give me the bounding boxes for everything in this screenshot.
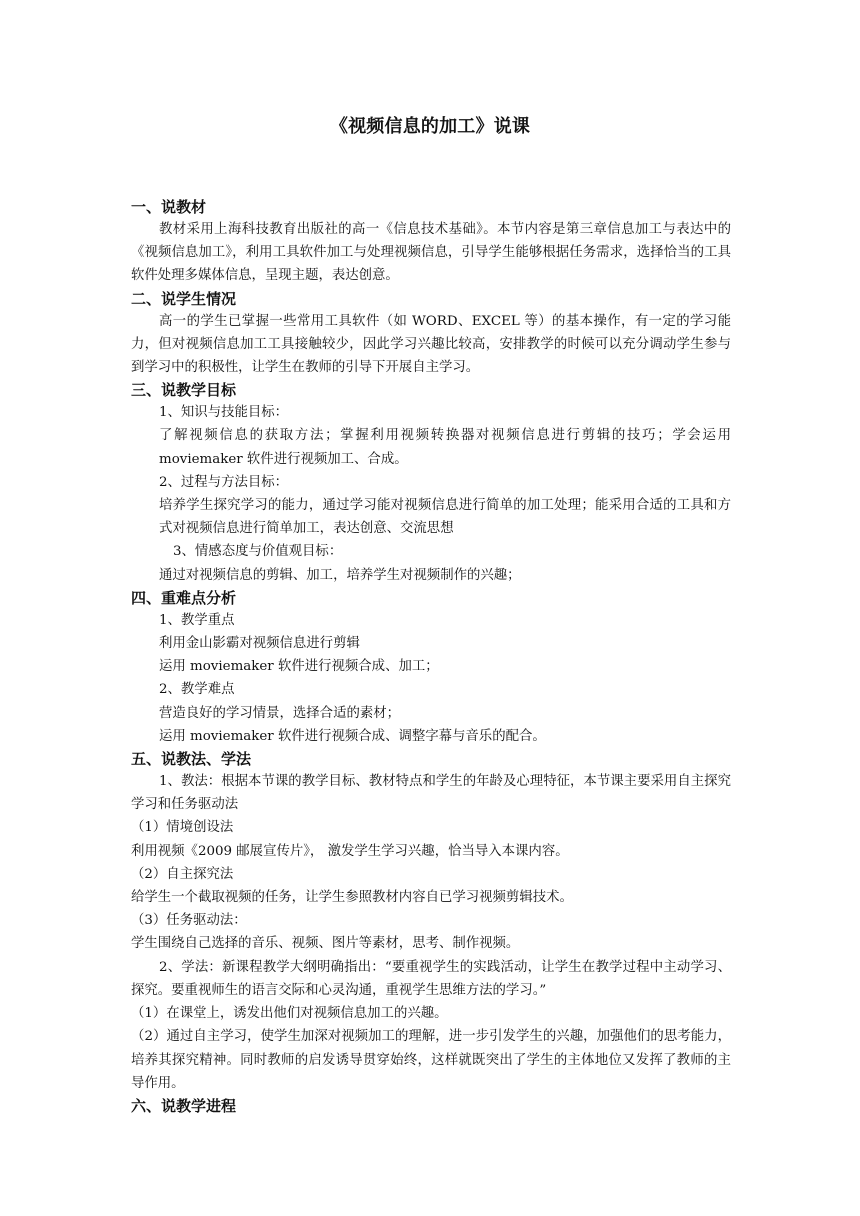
list-label: 2、过程与方法目标： — [159, 474, 289, 490]
list-label: 2、教学难点 — [159, 682, 235, 698]
paragraph: （2）通过自主学习，使学生加深对视频加工的理解，进一步引发学生的兴趣，加强他们的思考能力，培养其探究精神。同时教师的启发诱导贯穿始终，这样就既突出了学生的主体地位又发挥了教师的主导作用。 — [131, 1029, 731, 1091]
paragraph: 通过对视频信息的剪辑、加工，培养学生对视频制作的兴趣； — [159, 567, 521, 583]
paragraph: 营造良好的学习情景，选择合适的素材； — [159, 705, 401, 721]
paragraph: 运用 moviemaker 软件进行视频合成、加工； — [159, 659, 439, 675]
paragraph: 2、学法：新课程教学大纲明确指出：“要重视学生的实践活动，让学生在教学过程中主动学习、探究。要重视师生的语言交际和心灵沟通，重视学生思维方法的学习。” — [131, 959, 731, 998]
section-heading-key-points: 四、重难点分析 — [131, 588, 237, 607]
paragraph: 培养学生探究学习的能力，通过学习能对视频信息进行简单的加工处理；能采用合适的工具和方式对视频信息进行简单加工，表达创意、交流思想 — [159, 498, 731, 537]
list-label: 1、知识与技能目标： — [159, 405, 289, 421]
paragraph: 利用金山影霸对视频信息进行剪辑 — [159, 636, 360, 652]
paragraph: （1）在课堂上，诱发出他们对视频信息加工的兴趣。 — [131, 1006, 448, 1022]
section-heading-process: 六、说教学进程 — [131, 1096, 237, 1115]
section-heading-students: 二、说学生情况 — [131, 289, 237, 308]
list-label: （1）情境创设法 — [131, 820, 234, 836]
list-label: 3、情感态度与价值观目标： — [173, 544, 343, 560]
paragraph: 教材采用上海科技教育出版社的高一《信息技术基础》。本节内容是第三章信息加工与表达中的《视频信息加工》，利用工具软件加工与处理视频信息，引导学生能够根据任务需求，选择恰当的工具软件处理多媒体信息，呈现主题，表达创意。 — [131, 222, 731, 284]
list-label: 1、教学重点 — [159, 612, 235, 628]
section-heading-objectives: 三、说教学目标 — [131, 381, 237, 400]
list-label: （2）自主探究法 — [131, 866, 234, 882]
document-title: 《视频信息的加工》说课 — [329, 116, 531, 137]
section-heading-methods: 五、说教法、学法 — [131, 750, 252, 769]
paragraph: 高一的学生已掌握一些常用工具软件（如 WORD、EXCEL 等）的基本操作，有一定的学习能力，但对视频信息加工工具接触较少，因此学习兴趣比较高，安排教学的时候可以充分调动学生参与到学习中的积极性，让学生在教师的引导下开展自主学习。 — [131, 313, 731, 376]
document-body — [131, 196, 731, 1117]
paragraph: 学生围绕自己选择的音乐、视频、图片等素材，思考、制作视频。 — [131, 936, 520, 952]
paragraph: 1、教法：根据本节课的教学目标、教材特点和学生的年龄及心理特征，本节课主要采用自主探究学习和任务驱动法 — [131, 774, 731, 813]
paragraph: 运用 moviemaker 软件进行视频合成、调整字幕与音乐的配合。 — [159, 728, 546, 744]
section-heading-textbook: 一、说教材 — [131, 198, 207, 216]
paragraph: 了解视频信息的获取方法；掌握利用视频转换器对视频信息进行剪辑的技巧；学会运用 moviemaker 软件进行视频加工、合成。 — [159, 428, 731, 467]
list-label: （3）任务驱动法： — [131, 913, 247, 929]
paragraph: 给学生一个截取视频的任务，让学生参照教材内容自已学习视频剪辑技术。 — [131, 890, 573, 906]
paragraph: 利用视频《2009 邮展宣传片》， 激发学生学习兴趣，恰当导入本课内容。 — [131, 843, 569, 859]
